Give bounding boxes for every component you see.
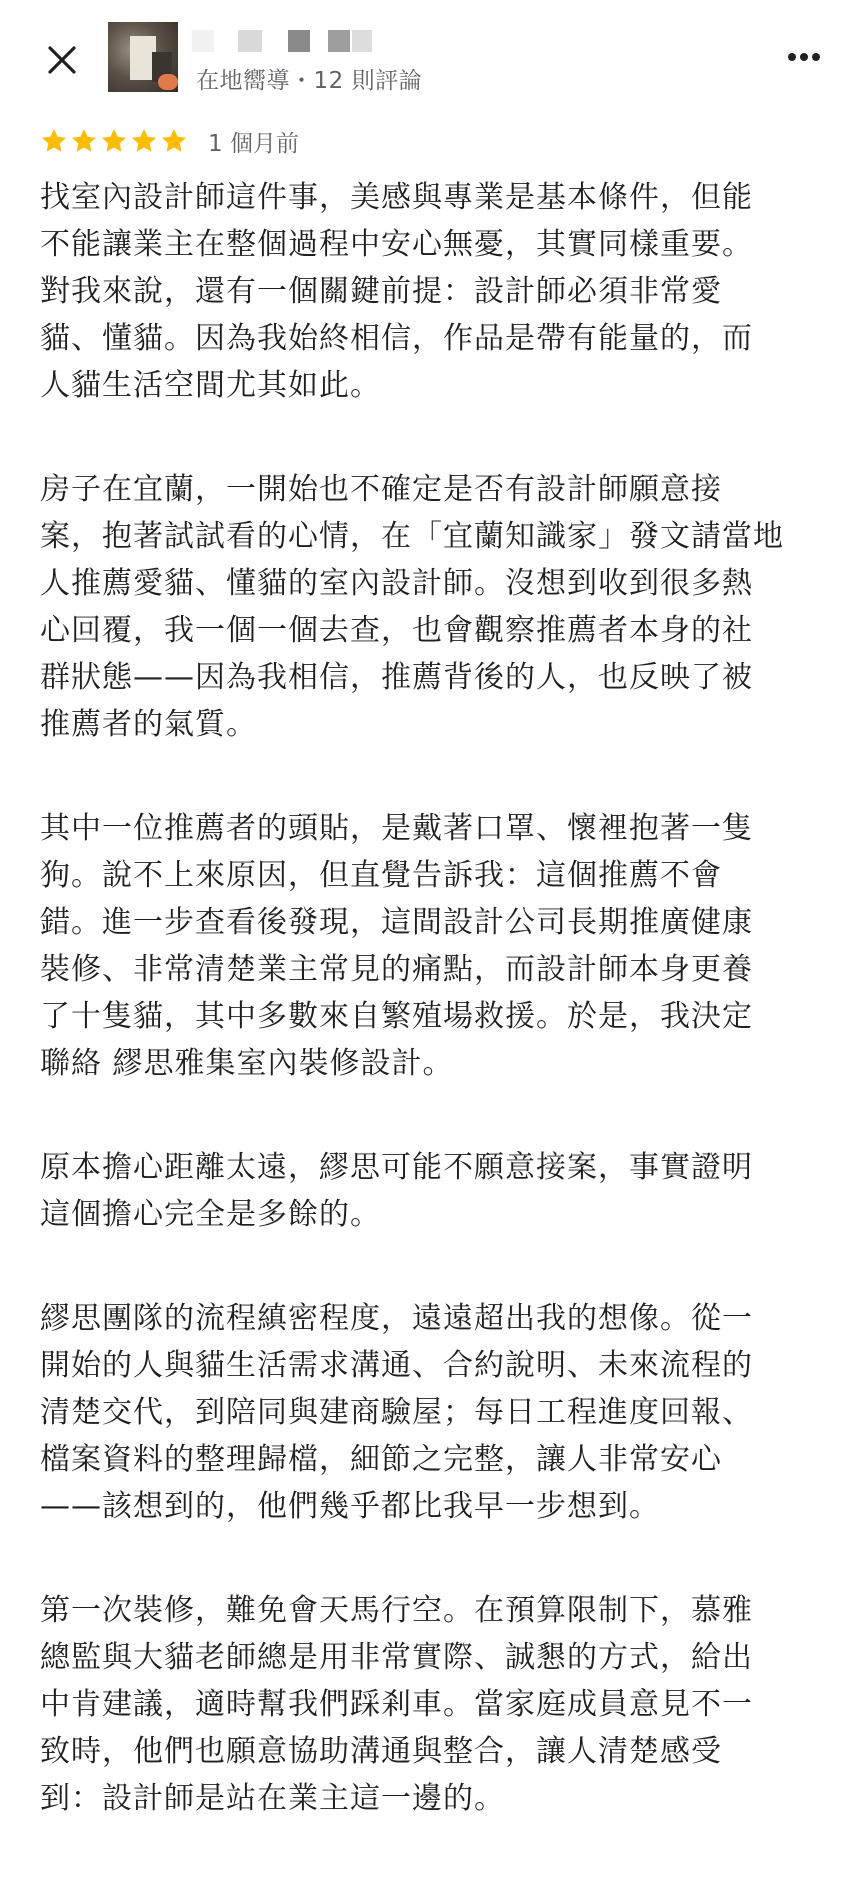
review-line: 不能讓業主在整個過程中安心無憂，其實同樣重要。 [40,227,753,262]
review-paragraph [40,1295,840,1530]
review-line: 繆思團隊的流程縝密程度，遠遠超出我的想像。從一 [40,1301,753,1336]
review-line: 到：設計師是站在業主這一邊的。 [40,1781,505,1816]
star-icon [100,127,128,155]
review-line: 找室內設計師這件事，美感與專業是基本條件，但能 [40,180,753,215]
review-line: 裝修、非常清楚業主常見的痛點，而設計師本身更養 [40,952,753,987]
review-line: 致時，他們也願意協助溝通與整合，讓人清楚感受 [40,1734,722,1769]
review-line: 清楚交代，到陪同與建商驗屋；每日工程進度回報、 [40,1395,753,1430]
review-line: 中肯建議，適時幫我們踩剎車。當家庭成員意見不一 [40,1687,753,1722]
review-paragraph [40,174,840,409]
star-icon [130,127,158,155]
review-line: 推薦者的氣質。 [40,707,257,742]
more-vert-icon [787,52,821,62]
review-line: 心回覆，我一個一個去查，也會觀察推薦者本身的社 [40,613,753,648]
review-line: 檔案資料的整理歸檔，細節之完整，讓人非常安心 [40,1442,722,1477]
review-line: 群狀態——因為我相信，推薦背後的人，也反映了被 [40,660,753,695]
star-rating [40,127,188,155]
review-line: 人貓生活空間尤其如此。 [40,368,381,403]
review-line: 錯。進一步查看後發現，這間設計公司長期推廣健康 [40,905,753,940]
close-button[interactable] [40,38,84,82]
review-line: 貓、懂貓。因為我始終相信，作品是帶有能量的，而 [40,321,753,356]
star-icon [40,127,68,155]
review-text [40,174,840,1879]
review-paragraph [40,805,840,1087]
review-line: 開始的人與貓生活需求溝通、合約說明、未來流程的 [40,1348,753,1383]
review-line: 總監與大貓老師總是用非常實際、誠懇的方式，給出 [40,1640,753,1675]
review-line: 這個擔心完全是多餘的。 [40,1197,381,1232]
review-paragraph [40,1587,840,1822]
review-line: 狗。說不上來原因，但直覺告訴我：這個推薦不會 [40,858,722,893]
review-line: 房子在宜蘭，一開始也不確定是否有設計師願意接 [40,472,722,507]
star-icon [160,127,188,155]
rating-row [40,124,299,158]
review-line: 原本擔心距離太遠，繆思可能不願意接案，事實證明 [40,1150,753,1185]
review-line: 對我來說，還有一個關鍵前提：設計師必須非常愛 [40,274,722,309]
star-icon [70,127,98,155]
local-guide-badge [158,74,178,90]
review-line: ——該想到的，他們幾乎都比我早一步想到。 [40,1489,660,1524]
close-icon [47,45,77,75]
review-line: 案，抱著試試看的心情，在「宜蘭知識家」發文請當地 [40,519,784,554]
review-header [0,0,868,120]
more-options-button[interactable] [782,40,826,74]
review-paragraph [40,1144,840,1238]
review-line: 第一次裝修，難免會天馬行空。在預算限制下，慕雅 [40,1593,753,1628]
review-line: 聯絡 繆思雅集室內裝修設計。 [40,1046,454,1081]
review-line: 人推薦愛貓、懂貓的室內設計師。沒想到收到很多熱 [40,566,753,601]
review-line: 了十隻貓，其中多數來自繁殖場救援。於是，我決定 [40,999,753,1034]
review-line: 其中一位推薦者的頭貼，是戴著口罩、懷裡抱著一隻 [40,811,753,846]
reviewer-meta: 在地嚮導・12 則評論 [196,68,423,94]
review-paragraph [40,466,840,748]
review-time: 1 個月前 [208,130,299,157]
